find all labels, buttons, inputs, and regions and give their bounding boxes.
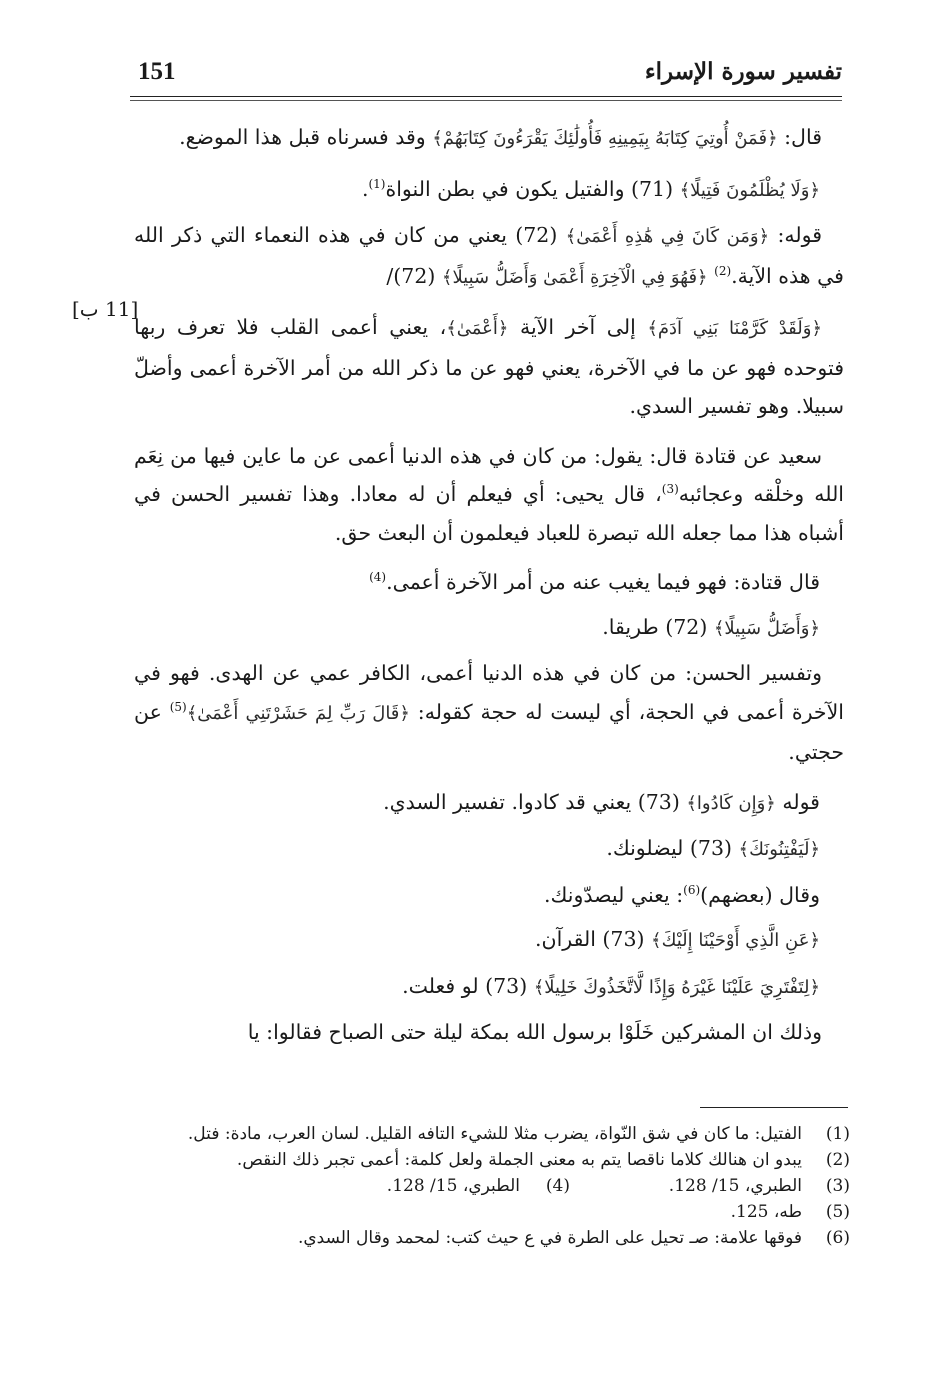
text-run: عن حجتي. [134,699,844,764]
footnote-number: (1) [825,1124,850,1144]
text-run: (71) والفتيل يكون في بطن النواة [385,176,680,201]
footnote-text: الفتيل: ما كان في شق النّواة، يضرب مثلا للشيء التافه القليل. لسان العرب، مادة: فتل. [187,1124,802,1144]
footnote-ref: (3) [661,482,679,497]
paragraph-p5 [134,437,844,553]
manuscript-folio-note: [11 ب] [72,297,139,321]
footnote-number: (5) [825,1202,850,1222]
text-run: ، يعني أعمى القلب فلا تعرف ربها فتوحده فهو عن ما في الآخرة، يعني فهو عن ما ذكر الله من أمر الآخرة أعمى وأضلّ سبيلا. وهو تفسير السدي. [134,315,844,418]
quran-verse: ﴿فَمَنْ أُوتِيَ كِتَابَهُ بِيَمِينِهِ فَأُولَٰئِكَ يَقْرَءُونَ كِتَابَهُمْ﴾ [432,128,778,149]
paragraph-p13 [134,967,844,1008]
footnote-text: الطبري، 15/ 128. [386,1176,520,1196]
quran-verse: ﴿وَأَضَلُّ سَبِيلًا﴾ [713,617,820,639]
quran-verse: ﴿وَإِن كَادُوا﴾ [686,792,776,814]
text-run: قوله [775,789,820,814]
header-rule [130,96,842,97]
paragraph-p7 [134,608,844,649]
footnote [134,1148,850,1174]
footnote-ref: (5) [169,699,187,714]
footnote-ref: (1) [368,176,386,191]
footnote-ref: (6) [683,882,701,897]
paragraph-p1 [134,118,844,159]
page-number: 151 [138,58,176,85]
text-run: (73) القرآن. [535,927,652,951]
footnote [134,1226,850,1252]
text-run: قال قتادة: فهو فيما يغيب عنه من أمر الآخرة أعمى. [386,570,820,594]
header-rule-thin [130,100,842,101]
paragraph-p14 [134,1013,844,1052]
text-run: قال: [777,125,822,149]
text-run: (72)/ [386,263,442,288]
footnote-number: (2) [825,1150,850,1170]
text-run: وقال (بعضهم) [700,882,820,907]
paragraph-p3 [134,216,844,297]
text-run: وقد فسرناه قبل هذا الموضع. [179,125,433,149]
footnote-text: الطبري، 15/ 128. [668,1176,802,1196]
paragraph-p6 [134,563,844,602]
paragraph-p10 [134,829,844,870]
text-run: قوله: [769,223,822,247]
footnote-text: فوقها علامة: صـ تحيل على الطرة في ع حيث كتب: لمحمد وقال السدي. [297,1228,802,1248]
footnote [134,1122,850,1148]
quran-verse: ﴿فَهُوَ فِي الْآخِرَةِ أَعْمَىٰ وَأَضَلُّ سَبِيلًا﴾ [441,266,708,288]
paragraph-p11 [134,876,844,915]
quran-verse: ﴿لَيَفْتِنُونَكَ﴾ [738,839,820,860]
text-run: إلى آخر الآية [508,315,648,339]
footnote-ref: (4) [369,570,387,585]
paragraph-p12 [134,920,844,961]
footnote [134,1174,850,1200]
footnote-separator [700,1107,848,1108]
text-run: (73) لو فعلت. [402,973,534,998]
quran-verse: ﴿عَنِ الَّذِي أَوْحَيْنَا إِلَيْكَ﴾ [651,930,820,951]
footnote [134,1200,850,1226]
text-run: (72) يعني من كان في هذه النعماء التي ذكر الله في هذه الآية. [134,223,844,288]
text-run: (73) يعني قد كادوا. تفسير السدي. [383,789,687,814]
footnote-number: (3) [825,1176,850,1196]
text-run: : يعني ليصدّونك. [543,882,684,907]
footnote-text: يبدو ان هنالك كلاما ناقصا يتم به معنى الجملة ولعل كلمة: أعمى تجبر ذلك النقص. [236,1150,802,1170]
main-text [134,118,844,1063]
text-run: وذلك ان المشركين خَلَوْا برسول الله بمكة ليلة حتى الصباح فقالوا: يا [247,1020,822,1044]
text-run: . [361,176,369,201]
footnote-text: طه، 125. [730,1202,802,1222]
text-run: (73) ليضلونك. [606,836,739,860]
footnote-pair [134,1174,802,1200]
quran-verse: ﴿لِتَفْتَرِيَ عَلَيْنَا غَيْرَهُ وَإِذًا لَّاتَّخَذُوكَ خَلِيلًا﴾ [533,976,820,998]
quran-verse: ﴿أَعْمَىٰ﴾ [446,318,509,339]
running-title: تفسير سورة الإسراء [644,58,842,85]
paragraph-p2 [134,170,844,211]
text-run: (72) طريقا. [602,614,714,639]
quran-verse: ﴿وَلَقَدْ كَرَّمْنَا بَنِي آدَمَ﴾ [647,318,823,339]
paragraph-p9 [134,783,844,824]
footnote-number: (6) [825,1228,850,1248]
paragraph-p4 [134,308,844,426]
text-run: ، قال يحيى: أي فيعلم أن له معادا. وهذا تفسير الحسن في أشباه هذا مما جعله الله تبصرة للعباد فيعلمون أن البعث حق. [134,482,844,545]
quran-verse: ﴿وَمَن كَانَ فِي هَٰذِهِ أَعْمَىٰ﴾ [565,226,770,247]
footnotes [134,1122,850,1252]
footnote-ref: (2) [714,263,732,278]
text-run: وتفسير الحسن: من كان في هذه الدنيا أعمى، الكافر عمي عن الهدى. فهو في الآخرة أعمى في الحجة، أي ليست له حجة كقوله: [134,661,844,724]
footnote-number: (4) [545,1176,570,1196]
quran-verse: ﴿وَلَا يُظْلَمُونَ فَتِيلًا﴾ [679,179,820,201]
text-run: سعيد عن قتادة قال: يقول: من كان في هذه الدنيا أعمى عن ما عاين فيها من نِعَم الله وخلْقه وعجائبه [134,443,845,506]
page-header [130,58,842,94]
paragraph-p8 [134,654,844,772]
quran-verse: ﴿قَالَ رَبِّ لِمَ حَشَرْتَنِي أَعْمَىٰ﴾ [186,702,410,724]
